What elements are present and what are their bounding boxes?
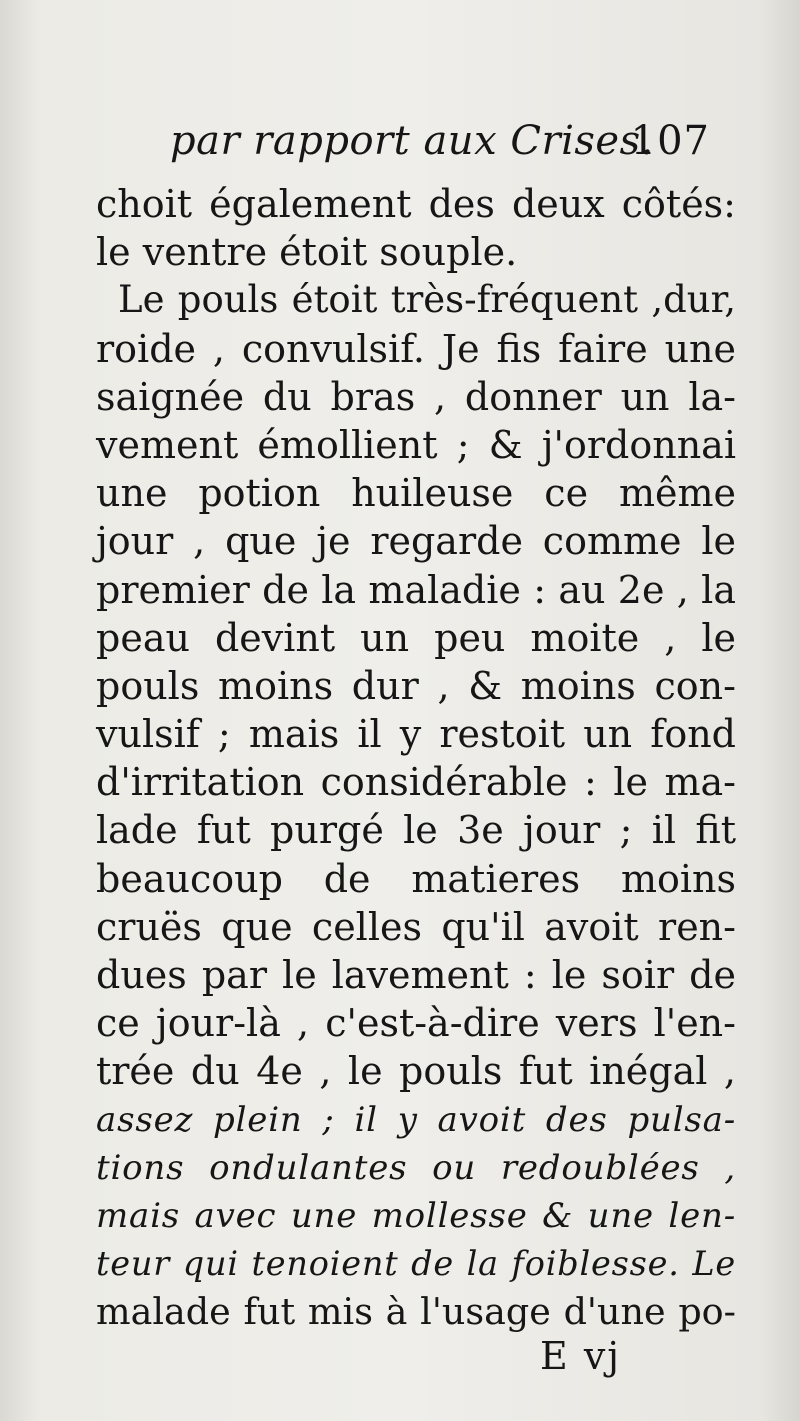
text-line: d'irritation considérable : le ma- bbox=[96, 760, 736, 805]
text-line: roide , convulsif. Je fis faire une bbox=[96, 326, 736, 371]
text-line: tions ondulantes ou redoublées , bbox=[96, 1147, 736, 1188]
page-header bbox=[170, 118, 710, 178]
text-line: saignée du bras , donner un la- bbox=[96, 374, 736, 419]
text-line: malade fut mis à l'usage d'une po- bbox=[96, 1290, 736, 1334]
text-line: jour , que je regarde comme le bbox=[96, 519, 736, 564]
text-line: choit également des deux côtés: bbox=[96, 182, 736, 226]
text-line: mais avec une mollesse & une len- bbox=[96, 1195, 736, 1236]
text-line: assez plein ; il y avoit des pulsa- bbox=[96, 1099, 736, 1140]
body-text bbox=[96, 180, 736, 1337]
text-line: vement émollient ; & j'ordonnai bbox=[96, 422, 736, 467]
text-line: ce jour-là , c'est-à-dire vers l'en- bbox=[96, 1001, 736, 1046]
text-line: premier de la maladie : au 2e , la bbox=[96, 567, 736, 612]
text-line: Le pouls étoit très-fréquent ,dur, bbox=[118, 278, 736, 322]
text-line: trée du 4e , le pouls fut inégal , bbox=[96, 1049, 736, 1094]
text-line: teur qui tenoient de la foiblesse. Le bbox=[96, 1244, 736, 1284]
text-line: le ventre étoit souple. bbox=[96, 230, 518, 275]
text-line: peau devint un peu moite , le bbox=[96, 615, 736, 660]
running-title: par rapport aux Crises. bbox=[170, 118, 654, 164]
page-number: 107 bbox=[630, 118, 710, 164]
text-line: cruës que celles qu'il avoit ren- bbox=[96, 904, 736, 949]
text-line: lade fut purgé le 3e jour ; il fit bbox=[96, 808, 736, 853]
text-line: une potion huileuse ce même bbox=[96, 471, 736, 516]
text-line: dues par le lavement : le soir de bbox=[96, 953, 736, 997]
signature-mark: E vj bbox=[540, 1334, 622, 1378]
text-line: beaucoup de matieres moins bbox=[96, 856, 736, 901]
text-line: pouls moins dur , & moins con- bbox=[96, 663, 736, 708]
text-line: vulsif ; mais il y restoit un fond bbox=[96, 712, 736, 757]
